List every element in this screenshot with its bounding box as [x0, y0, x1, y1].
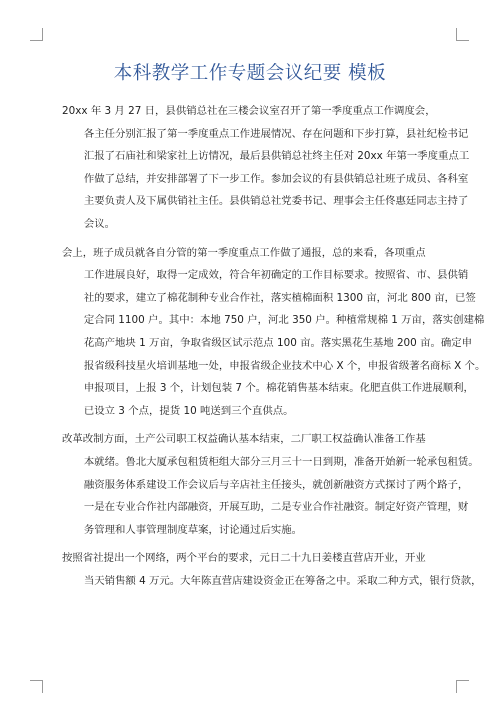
text-line: 申报项目，上报 3 个，计划包装 7 个。棉花销售基本结束。化肥直供工作进展顺利，: [83, 382, 474, 395]
document-body: [62, 100, 486, 598]
text-line: 定合同 1100 户。其中：本地 750 户，河北 350 户。种植常规棉 1 万亩，落实创建棉: [83, 314, 485, 327]
text-line: 20xx 年 3 月 27 日，县供销总社在三楼会议室召开了第一季度重点工作调度会，: [62, 105, 436, 117]
text-line: 作做了总结，并安排部署了下一步工作。参加会议的有县供销总社班子成员、各科室: [83, 172, 469, 185]
crop-mark-bottom-left: [30, 680, 43, 693]
crop-mark-top-left: [30, 28, 43, 41]
text-line: 融资服务体系建设工作会议后与辛店社主任接头，就创新融资方式探讨了两个路子，: [83, 478, 469, 491]
crop-mark-bottom-right: [456, 680, 469, 693]
text-line: 花高产地块 1 万亩，争取省级区试示范点 100 亩。落实黑花生基地 200 亩。确定申: [83, 336, 473, 349]
text-line: 已设立 3 个点，提货 10 吨送到三个直供点。: [83, 404, 294, 417]
text-line: 汇报了石庙社和梁家社上访情况，最后县供销总社终主任对 20xx 年第一季度重点工: [83, 150, 470, 163]
text-line: 工作进展良好，取得一定成效，符合年初确定的工作目标要求。按照省、市、县供销: [83, 269, 469, 282]
text-line: 社的要求，建立了棉花制种专业合作社，落实植棉面积 1300 亩，河北 800 亩，已签: [83, 291, 476, 304]
text-line: 主要负责人及下属供销社主任。县供销总社党委书记、理事会主任佟惠廷同志主持了: [83, 195, 469, 208]
text-line: 务管理和人事管理制度草案，讨论通过后实施。: [83, 523, 303, 536]
paragraph-reform: [62, 428, 479, 541]
text-line: 各主任分别汇报了第一季度重点工作进展情况、存在问题和下步打算，县社纪检书记: [83, 127, 469, 140]
crop-mark-top-right: [456, 28, 469, 41]
text-line: 本就绪。鲁北大厦承包租赁柜组大部分三月三十一日到期，准备开始新一轮承包租赁。: [83, 455, 479, 468]
text-line: 当天销售额 4 万元。大年陈直营店建设资金正在筹备之中。采取二种方式，银行贷款，: [83, 574, 482, 587]
paragraph-network: [62, 547, 482, 592]
text-line: 按照省社提出一个网络，两个平台的要求，元日二十九日姜楼直营店开业，开业: [62, 552, 426, 565]
text-line: 一是在专业合作社内部融资，开展互助，二是专业合作社融资。制定好资产管理，财: [83, 501, 469, 514]
text-line: 会上，班子成员就各自分管的第一季度重点工作做了通报，总的来看，各项重点: [62, 246, 426, 259]
text-line: 会议。: [83, 217, 115, 230]
text-line: 报省级科技星火培训基地一处，申报省级企业技术中心 X 个，申报省级著名商标 X 个。: [83, 359, 486, 372]
paragraph-meeting-overview: [62, 100, 470, 236]
text-line: 改革改制方面，土产公司职工权益确认基本结束，二厂职工权益确认准备工作基: [62, 433, 426, 446]
document-title: 本科教学工作专题会议纪要 模板: [113, 63, 387, 84]
paragraph-work-report: [62, 242, 486, 423]
